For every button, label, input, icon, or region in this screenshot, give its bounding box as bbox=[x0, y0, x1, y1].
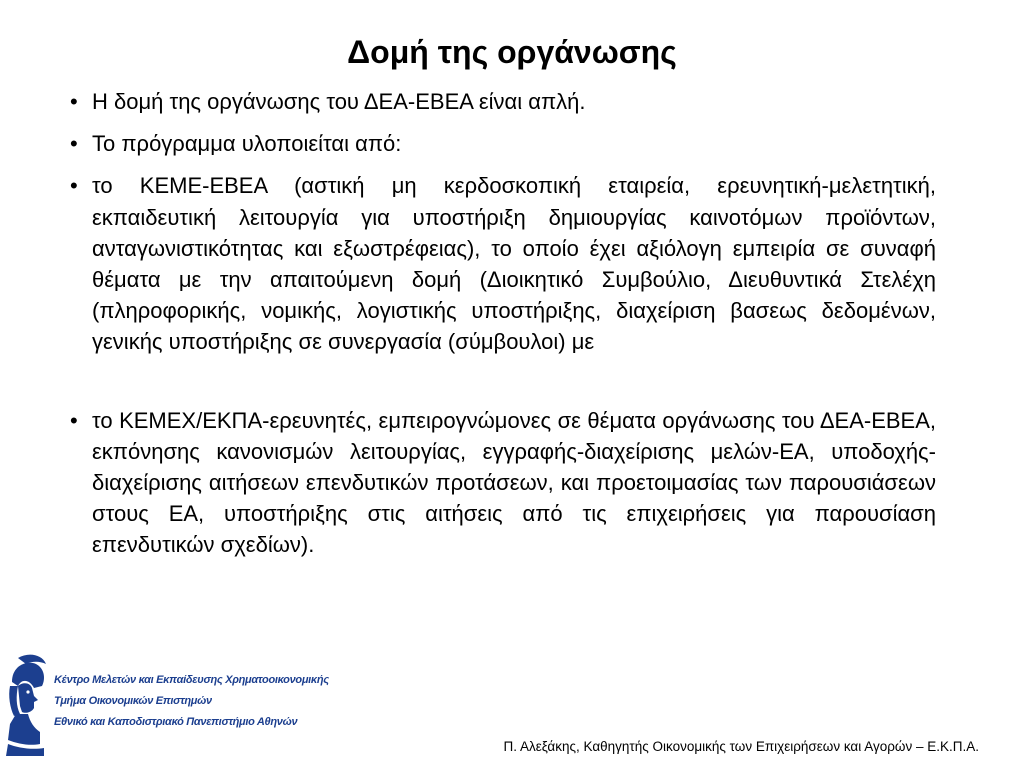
footer-credit: Π. Αλεξάκης, Καθηγητής Οικονομικής των Επιχειρήσεων και Αγορών – Ε.Κ.Π.Α. bbox=[503, 739, 979, 754]
bullet-marker: • bbox=[70, 407, 78, 433]
bullet-marker: • bbox=[70, 89, 78, 114]
bullet-text: το ΚΕΜΕ-ΕΒΕΑ (αστική μη κερδοσκοπική εταιρεία, ερευνητική-μελετητική, εκπαιδευτική λειτουργία για υποστήριξη δημιουργίας καινοτόμων προϊόντων, ανταγωνιστικότητας και εξωστρέφειας), το οποίο έχει αξιόλογη εμπειρία σε συναφή θέματα με την απαιτούμενη δομή (Διοικητικό Συμβούλιο, Διευθυντικά Στελέχη (πληροφορικής, νομικής, λογιστικής υποστήριξης, διαχείριση βασεως δεδομένων, γενικής υποστήριξης σε συνεργασία (σύμβουλοι) με bbox=[92, 173, 936, 355]
logo-line-department: Τμήμα Οικονομικών Επιστημών bbox=[54, 695, 212, 707]
athena-helmet-icon bbox=[4, 652, 52, 757]
logo-line-center: Κέντρο Μελετών και Εκπαίδευσης Χρηματοοικονομικής bbox=[54, 674, 329, 686]
bullet-text: Η δομή της οργάνωσης του ΔΕΑ-ΕΒΕΑ είναι απλή. bbox=[92, 89, 586, 114]
bullet-item bbox=[70, 405, 936, 561]
bullet-item bbox=[70, 128, 936, 159]
bullet-item bbox=[70, 86, 936, 117]
bullet-marker: • bbox=[70, 173, 78, 199]
logo-line-university: Εθνικό και Καποδιστριακό Πανεπιστήμιο Αθηνών bbox=[54, 716, 298, 728]
bullet-marker: • bbox=[70, 131, 78, 157]
logo-text-block bbox=[54, 670, 329, 733]
bullet-list bbox=[70, 86, 936, 572]
bullet-item bbox=[70, 170, 936, 357]
bullet-text: Το πρόγραμμα υλοποιείται από: bbox=[92, 131, 402, 157]
bullet-text: το ΚΕΜΕΧ/ΕΚΠΑ-ερευνητές, εμπειρογνώμονες σε θέματα οργάνωσης του ΔΕΑ-ΕΒΕΑ, εκπόνησης κανονισμών λειτουργίας, εγγραφής-διαχείρισης μελών-ΕΑ, υποδοχής-διαχείρισης αιτήσεων επενδυτικών προτάσεων, και προετοιμασίας των παρουσιάσεων στους ΕΑ, υποστήριξης στις αιτήσεις από τις επιχειρήσεις για παρουσίαση επενδυτικών σχεδίων). bbox=[92, 407, 936, 558]
slide-title: Δομή της οργάνωσης bbox=[347, 34, 677, 70]
institution-logo bbox=[4, 652, 329, 757]
